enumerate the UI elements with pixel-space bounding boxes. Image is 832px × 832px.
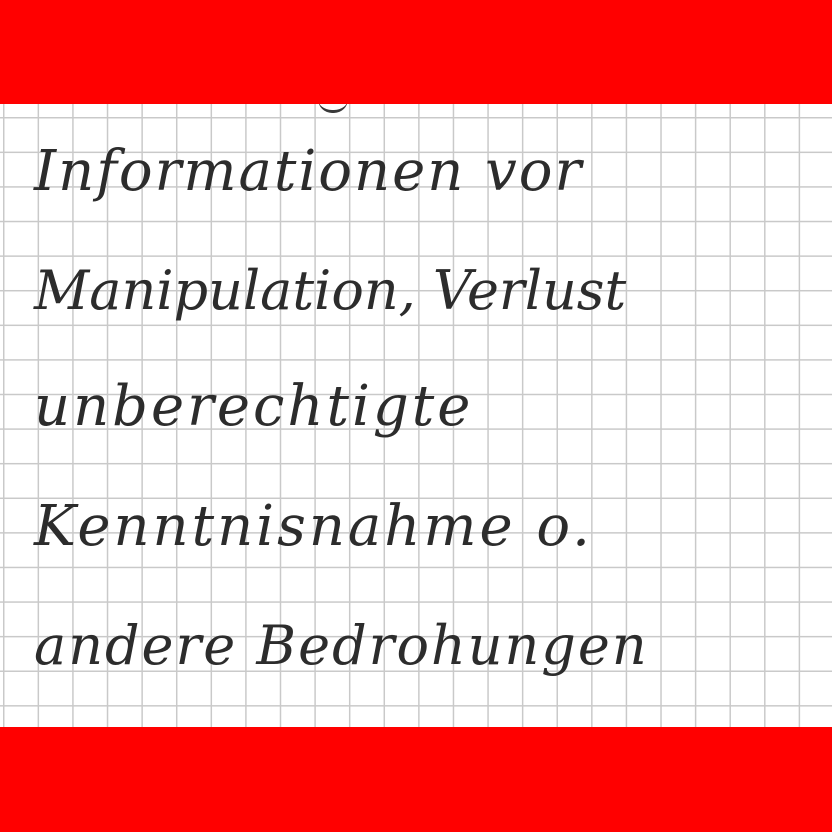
handwritten-line-3: unberechtigte xyxy=(34,374,474,439)
handwritten-line-5: andere Bedrohungen xyxy=(34,614,649,677)
handwritten-line-1: Informationen vor xyxy=(34,139,584,204)
grid-paper xyxy=(0,104,832,727)
red-border-bottom xyxy=(0,727,832,832)
handwritten-line-2: Manipulation, Verlust xyxy=(34,259,627,322)
cut-off-pen-stroke xyxy=(318,104,348,113)
handwritten-line-4: Kenntnisnahme o. xyxy=(34,494,593,559)
red-border-top xyxy=(0,0,832,104)
